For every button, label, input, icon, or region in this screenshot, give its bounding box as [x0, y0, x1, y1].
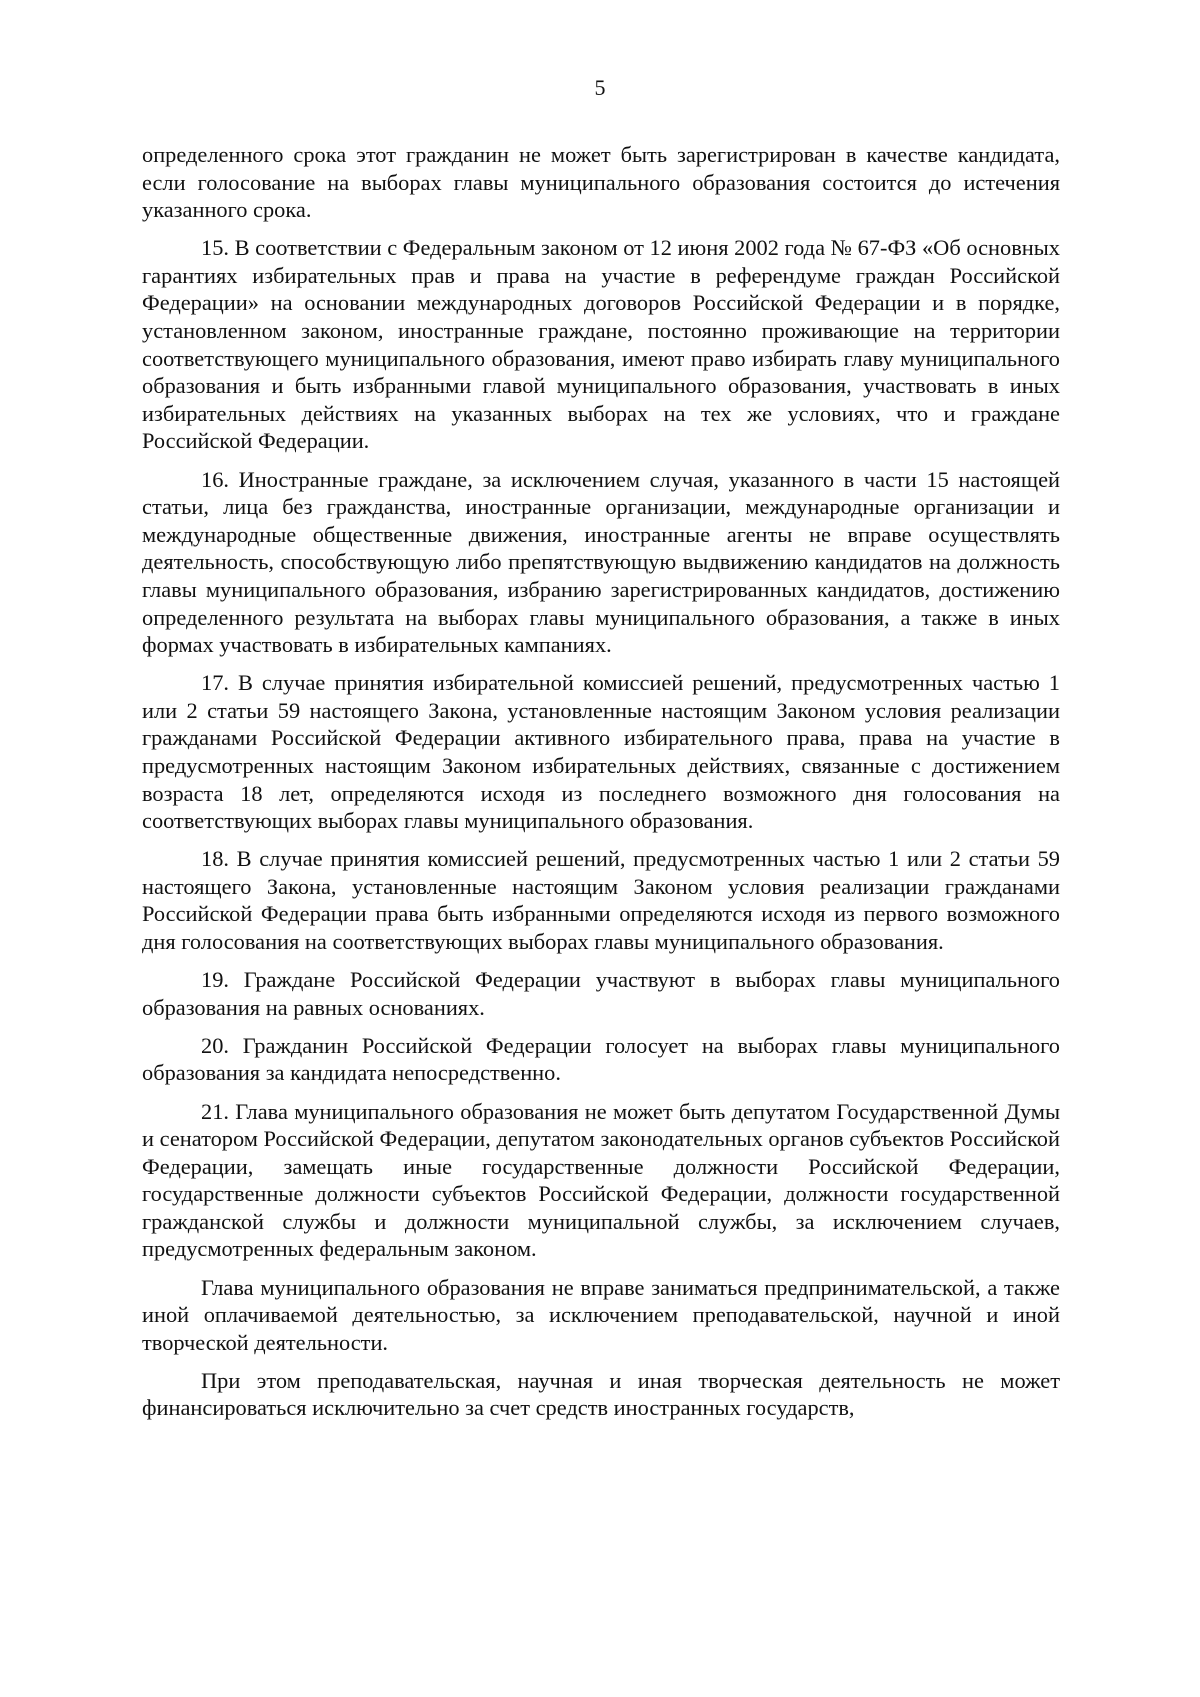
paragraph-21: 21. Глава муниципального образования не может быть депутатом Государственной Думы и сенатором Российской Федерации, депутатом законодательных органов субъектов Российской Федерации, замещать иные государственные должности Российской Федерации, государственные должности субъектов Российской Федерации, должности государственной гражданской службы и должности муниципальной службы, за исключением случаев, предусмотренных федеральным законом. [142, 1098, 1060, 1262]
paragraph-19: 19. Граждане Российской Федерации участвуют в выборах главы муниципального образования на равных основаниях. [142, 967, 1060, 1020]
paragraph-21-part-3: При этом преподавательская, научная и иная творческая деятельность не может финансироваться исключительно за счет средств иностранных государств, [142, 1367, 1060, 1421]
paragraph-20: 20. Гражданин Российской Федерации голосует на выборах главы муниципального образования за кандидата непосредственно. [142, 1032, 1060, 1086]
page-number: 5 [594, 75, 606, 100]
paragraph-18: 18. В случае принятия комиссией решений, предусмотренных частью 1 или 2 статьи 59 настоящего Закона, установленные настоящим Законом условия реализации гражданами Российской Федерации права быть избранными определяются исходя из первого возможного дня голосования на соответствующих выборах главы муниципального образования. [142, 846, 1060, 955]
paragraph-16: 16. Иностранные граждане, за исключением случая, указанного в части 15 настоящей статьи, лица без гражданства, иностранные организации, международные организации и международные общественные движения, иностранные агенты не вправе осуществлять деятельность, способствующую либо препятствующую выдвижению кандидатов на должность главы муниципального образования, избранию зарегистрированных кандидатов, достижению определенного результата на выборах главы муниципального образования, а также в иных формах участвовать в избирательных кампаниях. [142, 466, 1060, 658]
paragraph-21-part-2: Глава муниципального образования не вправе заниматься предпринимательской, а также иной оплачиваемой деятельностью, за исключением преподавательской, научной и иной творческой деятельности. [142, 1274, 1060, 1355]
paragraph-continuation: определенного срока этот гражданин не может быть зарегистрирован в качестве кандидата, если голосование на выборах главы муниципального образования состоится до истечения указанного срока. [142, 142, 1060, 223]
paragraph-17: 17. В случае принятия избирательной комиссией решений, предусмотренных частью 1 или 2 статьи 59 настоящего Закона, установленные настоящим Законом условия реализации гражданами Российской Федерации активного избирательного права, права на участие в предусмотренных настоящим Законом избирательных действиях, связанные с достижением возраста 18 лет, определяются исходя из последнего возможного дня голосования на соответствующих выборах главы муниципального образования. [142, 670, 1060, 834]
paragraph-15: 15. В соответствии с Федеральным законом от 12 июня 2002 года № 67-ФЗ «Об основных гарантиях избирательных прав и права на участие в референдуме граждан Российской Федерации» на основании международных договоров Российской Федерации и в порядке, установленном законом, иностранные граждане, постоянно проживающие на территории соответствующего муниципального образования, имеют право избирать главу муниципального образования и быть избранными главой муниципального образования, участвовать в иных избирательных действиях на указанных выборах на тех же условиях, что и граждане Российской Федерации. [142, 235, 1060, 454]
document-body [142, 141, 1060, 1433]
